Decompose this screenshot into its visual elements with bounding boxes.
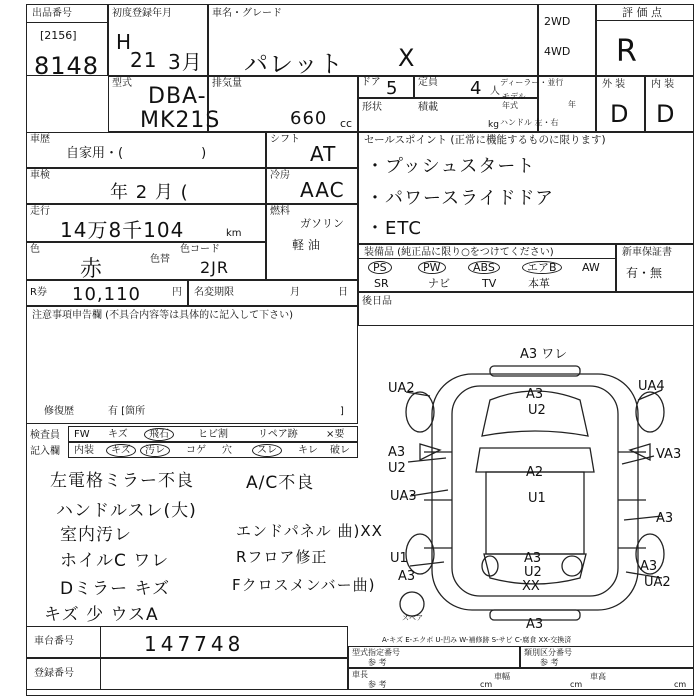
lot-sub: [2156] (40, 29, 77, 42)
comment-6: キズ 少 ウスA (44, 605, 159, 625)
dealer-label: ディーラー・並行 (500, 78, 564, 87)
diag-a3-left: A3 (388, 445, 406, 460)
ac-value: AAC (300, 178, 345, 202)
equipment-label: 装備品 (純正品に限り○をつけてください) (364, 247, 554, 258)
repair-label: 修復歴 (44, 406, 74, 417)
diag-a3-bottom: A3 (526, 617, 544, 630)
drive-2wd: 2WD (544, 15, 571, 28)
mileage-value: 14万8千104 (60, 218, 185, 242)
warranty-value: 有・無 (626, 266, 663, 280)
diag-u1-rear: U1 (390, 551, 408, 566)
insp-int-scratch: キズ (106, 444, 136, 457)
km-unit: km (226, 228, 242, 239)
insp-interior: 内装 (74, 445, 94, 456)
dimensions-box (348, 668, 694, 690)
interior-grade: D (656, 100, 676, 128)
fuel-label: 燃料 (270, 206, 290, 217)
arrival-box (358, 292, 694, 326)
recycle-label: R券 (30, 287, 47, 298)
car-grade: X (398, 44, 416, 72)
length-cm: cm (480, 680, 493, 689)
insp-fw: FW (74, 429, 90, 440)
model-year-label: モデル年式 (502, 92, 526, 110)
insp-chip: 飛石 (144, 428, 174, 441)
diag-va3: VA3 (656, 447, 682, 462)
color-box (26, 242, 266, 280)
color-code: 2JR (200, 258, 230, 277)
diag-a3-rear-r: A3 (640, 559, 658, 574)
color-value: 赤 (80, 257, 104, 282)
color-code-label: 色コード (180, 244, 220, 255)
handle-label: ハンドル 左・右 (500, 118, 559, 127)
lot-label: 出品番号 (32, 8, 72, 19)
diag-spare: スペア (402, 614, 423, 622)
ac-label: 冷房 (270, 170, 290, 181)
equip-sr: SR (374, 277, 389, 290)
comment-3: 室内汚レ (60, 525, 132, 545)
displacement-label: 排気量 (212, 78, 242, 89)
diag-a3-ware: A3 ワレ (520, 347, 568, 362)
rating-label: 評 価 点 (622, 6, 662, 19)
shift-label: シフト (270, 134, 300, 145)
fuel-gasoline: ガソリン (300, 217, 344, 230)
chassis-value: 147748 (144, 632, 245, 656)
first-reg-year: 21 (130, 48, 158, 72)
width-label: 車幅 (494, 672, 510, 681)
interior-label: 内 装 (651, 79, 675, 90)
lot-number: 8148 (34, 52, 100, 80)
color-change-label: 色替 (150, 254, 170, 265)
exterior-label: 外 装 (602, 79, 626, 90)
car-damage-diagram (380, 340, 694, 630)
comment-right-4: Fクロスメンバー曲) (232, 576, 376, 594)
comment-2: ハンドルスレ(大) (56, 501, 197, 521)
repair-value: 有 [箇所 (108, 406, 146, 417)
equip-abs: ABS (468, 261, 500, 274)
model-code-2: MK21S (140, 108, 221, 133)
drive-4wd: 4WD (544, 45, 571, 58)
width-cm: cm (570, 680, 583, 689)
equip-leather: 本革 (528, 277, 550, 290)
exterior-grade: D (610, 100, 630, 128)
inspection-label: 車検 (30, 170, 50, 181)
notes-label: 注意事項申告欄 (不具合内容等は具体的に記入して下さい) (32, 310, 293, 321)
comment-1: 左電格ミラー不良 (50, 471, 194, 491)
fuel-light-oil: 軽 油 (292, 238, 320, 252)
diag-ua3: UA3 (390, 489, 417, 504)
comment-right-1: A/C不良 (246, 473, 315, 493)
insp-scratch: キズ (108, 429, 128, 440)
year-unit: 年 (568, 100, 576, 109)
first-reg-month: 3月 (168, 50, 203, 74)
shift-value: AT (310, 142, 337, 166)
selling-point-1: ・プッシュスタート (366, 156, 536, 177)
comment-right-3: Rフロア修正 (236, 548, 328, 566)
displacement-value: 660 (290, 108, 328, 129)
damage-legend: A-キズ E-エクボ U-凹み W-補修跡 S-サビ C-腐食 XX-交換済 (382, 636, 572, 644)
equip-tv: TV (482, 277, 497, 290)
mileage-label: 走行 (30, 206, 50, 217)
diag-a3-rear: A3 (524, 551, 542, 566)
first-reg-label: 初度登録年月 (112, 8, 172, 19)
chassis-label: 車台番号 (34, 636, 74, 647)
repair-close: ] (340, 406, 344, 417)
model-code-1: DBA- (148, 84, 207, 109)
capacity-value: 4 (470, 78, 483, 99)
selling-points-label: セールスポイント (正常に機能するものに限ります) (364, 134, 606, 146)
insp-rub: スレ (252, 444, 282, 457)
insp-torn: 破レ (330, 445, 350, 456)
length-ref: 参 考 (368, 680, 387, 689)
name-change-day: 日 (338, 287, 348, 298)
history-value: 自家用・( ) (66, 146, 207, 161)
history-label: 車歴 (30, 134, 50, 145)
yen-unit: 円 (172, 287, 182, 298)
diag-u2-rear: U2 (524, 565, 542, 580)
doors-value: 5 (386, 78, 399, 99)
diag-ua2-top: UA2 (388, 381, 415, 396)
diag-xx-rear: XX (522, 579, 540, 594)
capacity-label: 定員 (418, 77, 438, 88)
color-label: 色 (30, 244, 40, 255)
kg-unit: kg (488, 120, 499, 130)
class-ref: 参 考 (540, 658, 559, 667)
selling-point-3: ・ETC (366, 218, 422, 239)
reg-label: 登録番号 (34, 668, 74, 679)
insp-dirt: 汚レ (140, 444, 170, 457)
reg-box (26, 658, 348, 690)
equip-aw: AW (582, 261, 600, 274)
recycle-value: 10,110 (72, 284, 141, 305)
height-label: 車高 (590, 672, 606, 681)
model-type-label: 型式 (112, 78, 132, 89)
diag-u2-hood: U2 (528, 403, 546, 418)
insp-cut: キレ (298, 445, 318, 456)
notes-box (26, 306, 358, 424)
length-label: 車長 (352, 670, 368, 679)
inspection-value: 年 2 月 ( (110, 182, 189, 203)
first-reg-era: H (116, 30, 133, 54)
warranty-label: 新車保証書 (622, 247, 672, 258)
model-spec-ref: 参 考 (368, 658, 387, 667)
name-change-label: 名変期限 (194, 287, 234, 298)
cc-unit: cc (340, 117, 353, 130)
diag-u1-roof: U1 (528, 491, 546, 506)
insp-repair: リペア跡 (258, 429, 298, 440)
comment-5: Dミラー キズ (60, 579, 171, 599)
inspector-label-1: 検査員 (30, 430, 60, 441)
diag-a3-hood: A3 (526, 387, 544, 402)
person-unit: 人 (490, 86, 500, 97)
equip-ps: PS (368, 261, 392, 274)
selling-point-2: ・パワースライドドア (366, 188, 555, 209)
comment-4: ホイルC ワレ (60, 551, 170, 571)
diag-a3-rear-l: A3 (398, 569, 416, 584)
doors-label: ドア (361, 77, 381, 88)
comment-right-2: エンドパネル 曲)XX (236, 522, 383, 540)
inspector-label-2: 記入欄 (30, 446, 60, 457)
diag-ua4: UA4 (638, 379, 665, 394)
height-cm: cm (674, 680, 687, 689)
equip-pw: PW (418, 261, 446, 274)
rating-value: R (616, 34, 638, 69)
name-change-month: 月 (290, 287, 300, 298)
insp-needed: ×要 (326, 429, 345, 440)
diag-a3-right: A3 (656, 511, 674, 526)
load-label: 積載 (418, 102, 438, 113)
car-name-label: 車名・グレード (212, 8, 282, 19)
shape-label: 形状 (362, 102, 382, 113)
diag-u2-left: U2 (388, 461, 406, 476)
equip-navi: ナビ (428, 277, 450, 290)
model-spec-label: 型式指定番号 (352, 648, 400, 657)
class-label: 類別区分番号 (524, 648, 572, 657)
car-name: パレット (244, 50, 344, 78)
insp-burn: コゲ (186, 445, 206, 456)
diag-ua2-rear: UA2 (644, 575, 671, 590)
diag-a2-roof: A2 (526, 465, 544, 480)
equip-airbag: エアB (522, 261, 562, 274)
arrival-label: 後日品 (362, 296, 392, 307)
insp-hole: 穴 (222, 445, 232, 456)
insp-crack: ヒビ割 (198, 429, 228, 440)
